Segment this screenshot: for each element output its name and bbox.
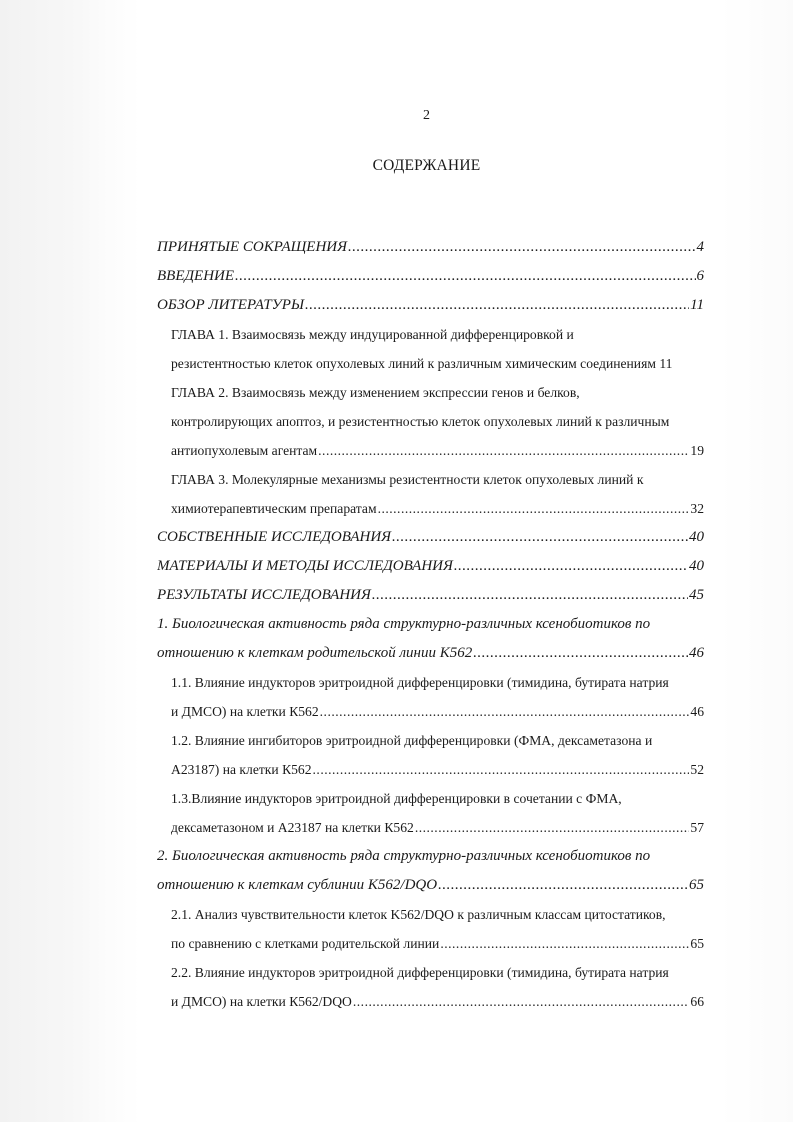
- toc-page-number: 46: [689, 645, 704, 661]
- toc-page-number: 4: [696, 239, 704, 255]
- toc-entry-text: 2.1. Анализ чувствительности клеток K562/DQO к различным классам цитостатиков,: [171, 907, 666, 922]
- toc-page-number: 6: [696, 268, 704, 284]
- toc-entry-text: ПРИНЯТЫЕ СОКРАЩЕНИЯ: [157, 239, 347, 255]
- toc-entry-text: контролирующих апоптоз, и резистентностью клеток опухолевых линий к различным: [171, 414, 670, 429]
- dot-leader: [438, 871, 688, 900]
- toc-line: [171, 320, 704, 349]
- toc-page-number: 32: [690, 501, 704, 516]
- toc-line: [171, 697, 704, 726]
- dot-leader: [378, 494, 690, 523]
- toc-entry-text: РЕЗУЛЬТАТЫ ИССЛЕДОВАНИЯ: [157, 587, 371, 603]
- dot-leader: [348, 233, 696, 262]
- toc-entry-text: СОБСТВЕННЫЕ ИССЛЕДОВАНИЯ: [157, 529, 392, 545]
- toc-entry-text: 1. Биологическая активность ряда структурно-различных ксенобиотиков по: [157, 616, 651, 632]
- toc-page-number: 19: [690, 443, 704, 458]
- toc-page-number: 66: [690, 994, 704, 1009]
- toc-line: [157, 581, 704, 610]
- toc-subsection: [157, 784, 704, 842]
- toc-entry-text: антиопухолевым агентам: [171, 443, 318, 458]
- dot-leader: [392, 523, 688, 552]
- toc-line: [171, 755, 704, 784]
- toc-entry-text: МАТЕРИАЛЫ И МЕТОДЫ ИССЛЕДОВАНИЯ: [157, 558, 453, 574]
- toc-entry-text: 1.1. Влияние индукторов эритроидной дифференцировки (тимидина, бутирата натрия: [171, 675, 669, 690]
- toc-section: [157, 523, 704, 552]
- toc-line: [157, 233, 704, 262]
- table-of-contents: [157, 233, 704, 1016]
- toc-entry-text: отношению к клеткам сублинии K562/DQO: [157, 877, 438, 893]
- toc-line: [171, 987, 704, 1016]
- toc-line: [171, 929, 704, 958]
- toc-subsection: [157, 320, 704, 378]
- toc-line: [157, 610, 704, 639]
- toc-entry-text: химиотерапевтическим препаратам: [171, 501, 377, 516]
- toc-line: [171, 436, 704, 465]
- toc-subsection: [157, 378, 704, 465]
- toc-line: [171, 726, 704, 755]
- toc-section: [157, 610, 704, 668]
- dot-leader: [415, 813, 690, 842]
- toc-line: [157, 262, 704, 291]
- toc-line: [157, 552, 704, 581]
- toc-subsection: [157, 465, 704, 523]
- dot-leader: [440, 929, 689, 958]
- dot-leader: [353, 987, 690, 1016]
- dot-leader: [318, 436, 689, 465]
- toc-page-number: 65: [689, 877, 704, 893]
- toc-line: [171, 784, 704, 813]
- dot-leader: [305, 291, 689, 320]
- toc-section: [157, 842, 704, 900]
- toc-entry-text: и ДМСО) на клетки К562: [171, 704, 319, 719]
- toc-section: [157, 291, 704, 320]
- dot-leader: [454, 552, 688, 581]
- toc-page-number: 52: [690, 762, 704, 777]
- toc-page-number: 65: [690, 936, 704, 951]
- toc-line: [157, 291, 704, 320]
- toc-line: [171, 900, 704, 929]
- toc-entry-text: 2.2. Влияние индукторов эритроидной дифференцировки (тимидина, бутирата натрия: [171, 965, 669, 980]
- toc-page-number: 11: [690, 297, 704, 313]
- toc-entry-text: 1.2. Влияние ингибиторов эритроидной дифференцировки (ФМА, дексаметазона и: [171, 733, 653, 748]
- toc-section: [157, 233, 704, 262]
- page-number: 2: [423, 108, 430, 123]
- toc-section: [157, 262, 704, 291]
- dot-leader: [473, 639, 688, 668]
- toc-line: [157, 842, 704, 871]
- toc-entry-text: отношению к клеткам родительской линии К562: [157, 645, 473, 661]
- toc-section: [157, 552, 704, 581]
- toc-entry-text: ГЛАВА 2. Взаимосвязь между изменением экспрессии генов и белков,: [171, 385, 580, 400]
- toc-subsection: [157, 958, 704, 1016]
- toc-line: [157, 639, 704, 668]
- toc-line: [171, 494, 704, 523]
- toc-page-number: 46: [690, 704, 704, 719]
- toc-entry-text: ВВЕДЕНИЕ: [157, 268, 235, 284]
- dot-leader: [320, 697, 690, 726]
- toc-line: [171, 813, 704, 842]
- toc-line: [171, 378, 704, 407]
- toc-subsection: [157, 726, 704, 784]
- toc-line: [171, 958, 704, 987]
- toc-entry-text: ГЛАВА 3. Молекулярные механизмы резистентности клеток опухолевых линий к: [171, 472, 644, 487]
- toc-entry-text: 1.3.Влияние индукторов эритроидной дифференцировки в сочетании с ФМА,: [171, 791, 622, 806]
- toc-subsection: [157, 900, 704, 958]
- toc-entry-text: дексаметазоном и А23187 на клетки К562: [171, 820, 414, 835]
- toc-section: [157, 581, 704, 610]
- toc-page-number: 40: [689, 558, 704, 574]
- toc-line: [171, 465, 704, 494]
- toc-subsection: [157, 668, 704, 726]
- toc-page-number: 45: [689, 587, 704, 603]
- toc-line: [171, 407, 704, 436]
- toc-line: [171, 668, 704, 697]
- toc-line: [157, 871, 704, 900]
- toc-entry-text: А23187) на клетки К562: [171, 762, 312, 777]
- toc-line: [157, 523, 704, 552]
- toc-entry-text: ОБЗОР ЛИТЕРАТУРЫ: [157, 297, 305, 313]
- dot-leader: [372, 581, 688, 610]
- toc-line: [171, 349, 704, 378]
- toc-entry-text: по сравнению с клетками родительской линии: [171, 936, 440, 951]
- dot-leader: [313, 755, 690, 784]
- toc-entry-text: 2. Биологическая активность ряда структурно-различных ксенобиотиков по: [157, 848, 651, 864]
- toc-page-number: 57: [690, 820, 704, 835]
- toc-title: СОДЕРЖАНИЕ: [372, 157, 481, 174]
- toc-page-number: 40: [689, 529, 704, 545]
- dot-leader: [235, 262, 695, 291]
- toc-entry-text: и ДМСО) на клетки К562/DQO: [171, 994, 352, 1009]
- toc-entry-text: ГЛАВА 1. Взаимосвязь между индуцированной дифференцировкой и: [171, 327, 574, 342]
- toc-entry-text: резистентностью клеток опухолевых линий к различным химическим соединениям 11: [171, 356, 673, 371]
